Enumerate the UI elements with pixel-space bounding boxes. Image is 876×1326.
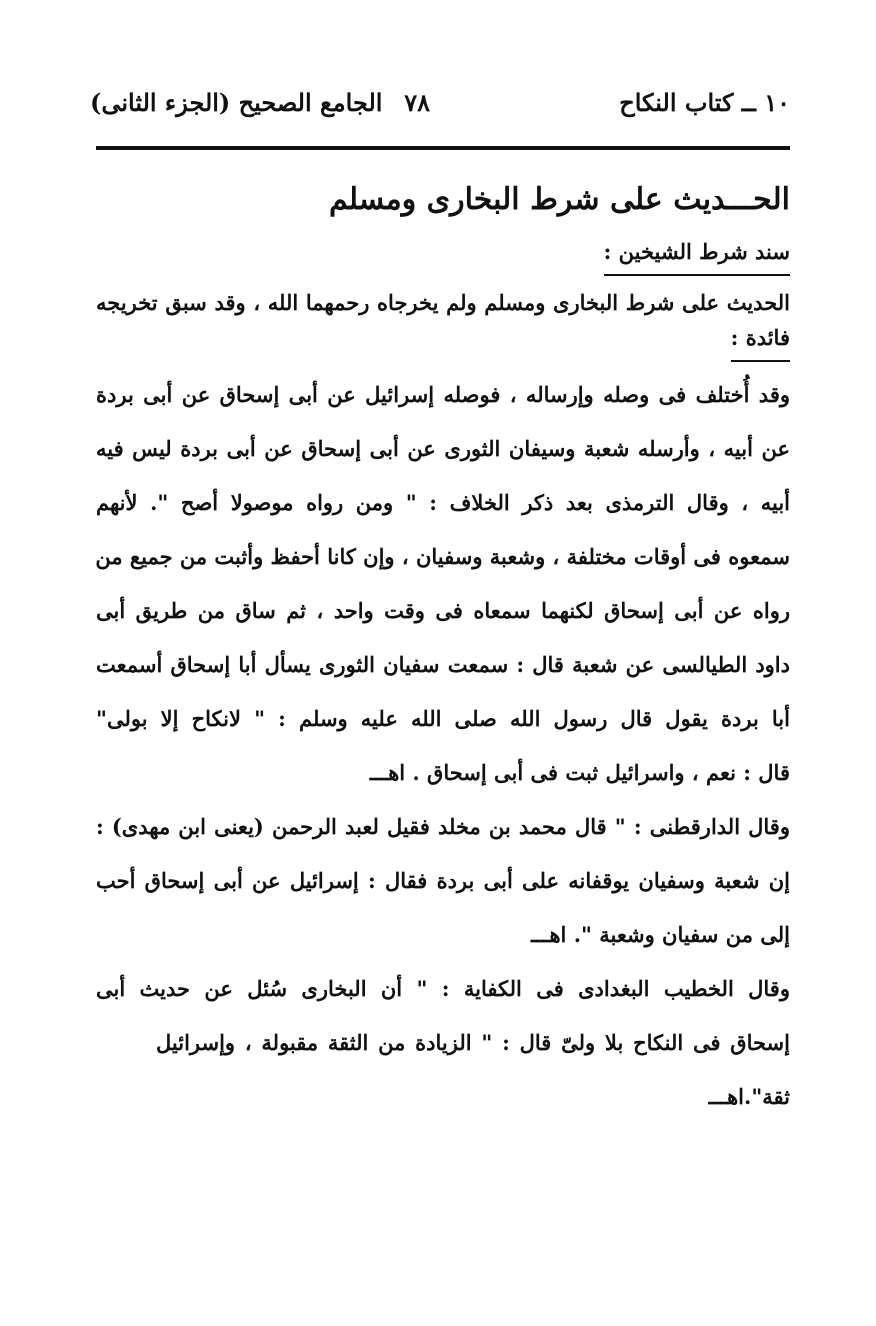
faida-line: وقد أُختلف فى وصله وإرساله ، فوصله إسرائيل عن أبى إسحاق عن أبى بردة [96,382,790,407]
khatib-line: إسحاق فى النكاح بلا ولىّ قال : " الزيادة من الثقة مقبولة ، وإسرائيل [156,1030,790,1055]
header-divider [96,146,790,150]
sanad-heading: سند شرط الشيخين : [604,230,790,276]
faida-line: قال : نعم ، واسرائيل ثبت فى أبى إسحاق . اهـــ [369,760,790,785]
page-number: ٧٨ [404,88,430,117]
daraqutni-line: إن شعبة وسفيان يوقفانه على أبى بردة فقال : إسرائيل عن أبى إسحاق أحب [96,868,790,893]
page-body [96,170,790,1124]
sanad-text: الحديث على شرط البخارى ومسلم ولم يخرجاه رحمهما الله ، وقد سبق تخريجه [96,290,790,315]
daraqutni-line: وقال الدارقطنى : " قال محمد بن مخلد فقيل لعبد الرحمن (يعنى ابن مهدى) : [96,814,790,839]
faida-line: سمعوه فى أوقات مختلفة ، وشعبة وسفيان ، وإن كانا أحفظ وأثبت من جميع من [95,544,790,569]
faida-line: أبا بردة يقول قال رسول الله صلى الله عليه وسلم : " لانكاح إلا بولى" [96,706,790,731]
faida-line: أبيه ، وقال الترمذى بعد ذكر الخلاف : " ومن رواه موصولا أصح ". لأنهم [96,490,790,515]
khatib-line: ثقة".اهـــ [708,1084,790,1109]
faida-line: عن أبيه ، وأرسله شعبة وسيفان الثورى عن أبى إسحاق عن أبى بردة ليس فيه [96,436,790,461]
chapter-title: ١٠ ــ كتاب النكاح [619,88,790,117]
running-header [90,84,790,132]
sanad-heading-row [96,230,790,276]
book-title: الجامع الصحيح (الجزء الثانى) [90,88,383,117]
daraqutni-line: إلى من سفيان وشعبة ". اهـــ [531,922,790,947]
khatib-line: وقال الخطيب البغدادى فى الكفاية : " أن البخارى سُئل عن حديث أبى [96,976,790,1001]
faida-heading: فائدة : [731,316,790,362]
faida-line: رواه عن أبى إسحاق لكنهما سمعاه فى وقت واحد ، ثم ساق من طريق أبى [96,598,790,623]
section-title: الحـــديث على شرط البخارى ومسلم [328,182,790,217]
faida-line: داود الطيالسى عن شعبة قال : سمعت سفيان الثورى يسأل أبا إسحاق أسمعت [96,652,790,677]
